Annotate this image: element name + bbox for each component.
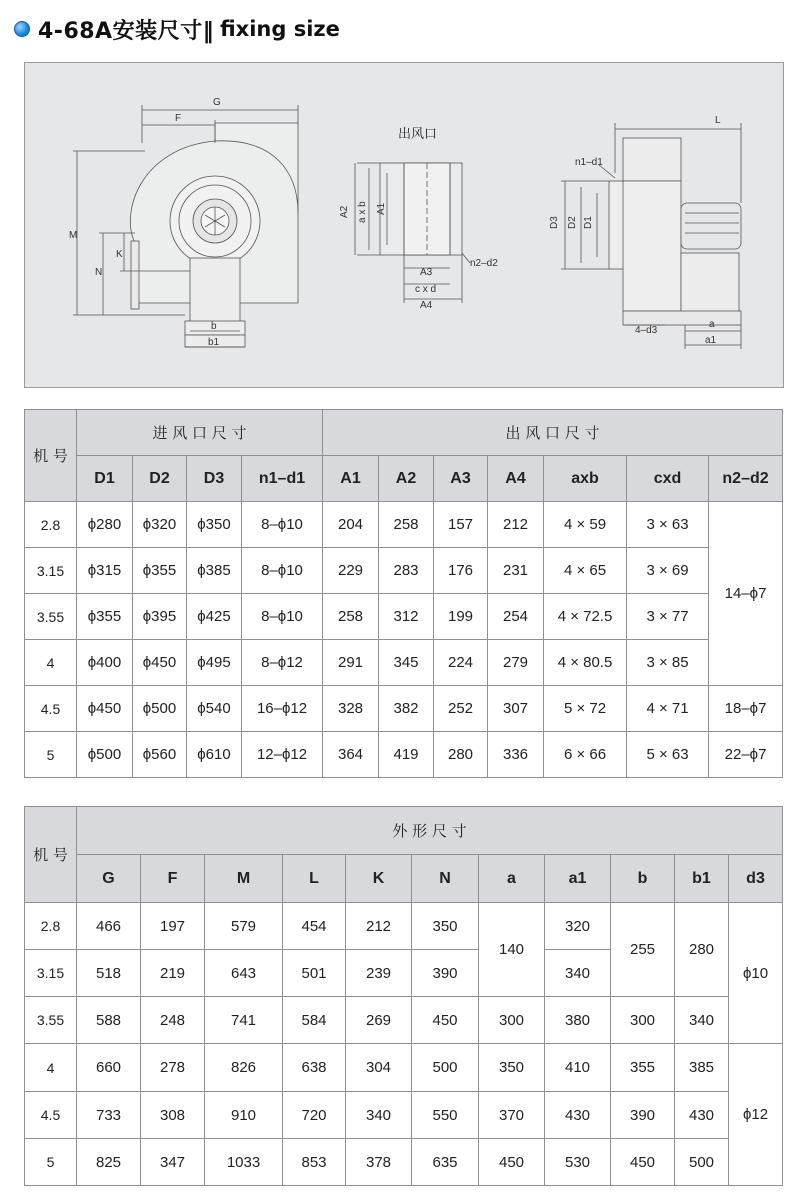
cell: 380 <box>545 997 611 1044</box>
cell: 5 × 72 <box>544 686 627 732</box>
col-A4: A4 <box>488 456 544 502</box>
cell: 584 <box>283 997 346 1044</box>
cell: 825 <box>77 1139 141 1186</box>
cell: 500 <box>675 1139 729 1186</box>
col-D2: D2 <box>133 456 187 502</box>
cell-merged: ϕ10 <box>729 903 783 1044</box>
label-D1: D1 <box>583 216 594 229</box>
cell: ϕ425 <box>187 594 242 640</box>
cell: 382 <box>379 686 434 732</box>
cell: 419 <box>379 732 434 778</box>
cell: 4 × 72.5 <box>544 594 627 640</box>
cell: 258 <box>379 502 434 548</box>
cell: 530 <box>545 1139 611 1186</box>
cell: 8–ϕ12 <box>242 640 323 686</box>
cell: 269 <box>346 997 412 1044</box>
cell: 4 × 71 <box>627 686 709 732</box>
machine-no: 3.55 <box>25 594 77 640</box>
cell: 635 <box>412 1139 479 1186</box>
cell: 454 <box>283 903 346 950</box>
cell: ϕ395 <box>133 594 187 640</box>
cell: 853 <box>283 1139 346 1186</box>
col-n1d1: n1–d1 <box>242 456 323 502</box>
cell: ϕ540 <box>187 686 242 732</box>
cell: 212 <box>488 502 544 548</box>
cell: ϕ450 <box>77 686 133 732</box>
outlet-view <box>339 126 498 311</box>
col-a: a <box>479 855 545 903</box>
cell: 300 <box>479 997 545 1044</box>
cell: 254 <box>488 594 544 640</box>
row-header: 机 号 <box>25 410 77 502</box>
cell: 660 <box>77 1044 141 1092</box>
machine-no: 5 <box>25 732 77 778</box>
label-D3: D3 <box>549 216 560 229</box>
machine-no: 2.8 <box>25 903 77 950</box>
col-b: b <box>611 855 675 903</box>
cell: 157 <box>434 502 488 548</box>
page-title: 4-68A安装尺寸‖ <box>38 18 215 44</box>
cell: 18–ϕ7 <box>709 686 783 732</box>
label-M: M <box>69 230 78 241</box>
cell: ϕ355 <box>77 594 133 640</box>
cell: 643 <box>205 950 283 997</box>
cell: 4 × 65 <box>544 548 627 594</box>
col-G: G <box>77 855 141 903</box>
col-L: L <box>283 855 346 903</box>
cell: 212 <box>346 903 412 950</box>
label-L: L <box>715 115 721 126</box>
col-K: K <box>346 855 412 903</box>
page-header <box>14 14 340 44</box>
machine-no: 4 <box>25 1044 77 1092</box>
label-K: K <box>116 249 123 260</box>
col-D3: D3 <box>187 456 242 502</box>
machine-no: 3.15 <box>25 950 77 997</box>
label-axb: a x b <box>357 201 368 223</box>
cell: 300 <box>611 997 675 1044</box>
cell: 8–ϕ10 <box>242 548 323 594</box>
col-n2d2: n2–d2 <box>709 456 783 502</box>
cell: 239 <box>346 950 412 997</box>
cell: 5 × 63 <box>627 732 709 778</box>
label-n2d2: n2–d2 <box>470 258 498 269</box>
cell: 1033 <box>205 1139 283 1186</box>
outline-table <box>24 806 783 1186</box>
label-d3: 4–d3 <box>635 325 658 336</box>
label-b: b <box>211 321 217 332</box>
label-F: F <box>175 113 182 124</box>
front-view <box>69 97 298 348</box>
cell: 199 <box>434 594 488 640</box>
table-row <box>25 903 783 950</box>
cell: 638 <box>283 1044 346 1092</box>
cell: 176 <box>434 548 488 594</box>
cell: 312 <box>379 594 434 640</box>
col-A1: A1 <box>323 456 379 502</box>
cell: 307 <box>488 686 544 732</box>
cell: 12–ϕ12 <box>242 732 323 778</box>
cell: ϕ385 <box>187 548 242 594</box>
col-A2: A2 <box>379 456 434 502</box>
cell: ϕ320 <box>133 502 187 548</box>
cell: 579 <box>205 903 283 950</box>
cell: 355 <box>611 1044 675 1092</box>
cell: ϕ500 <box>133 686 187 732</box>
cell-merged: ϕ12 <box>729 1044 783 1186</box>
cell: 733 <box>77 1092 141 1139</box>
table-row <box>25 997 783 1044</box>
cell: 328 <box>323 686 379 732</box>
cell: ϕ400 <box>77 640 133 686</box>
cell: 4 × 80.5 <box>544 640 627 686</box>
cell-merged: 255 <box>611 903 675 997</box>
machine-no: 3.15 <box>25 548 77 594</box>
table-row <box>25 686 783 732</box>
cell: 224 <box>434 640 488 686</box>
cell: ϕ315 <box>77 548 133 594</box>
cell: 430 <box>675 1092 729 1139</box>
cell: ϕ450 <box>133 640 187 686</box>
cell: 340 <box>675 997 729 1044</box>
cell: 345 <box>379 640 434 686</box>
cell: ϕ495 <box>187 640 242 686</box>
cell: 450 <box>412 997 479 1044</box>
cell: 450 <box>479 1139 545 1186</box>
label-n1d1: n1–d1 <box>575 157 603 168</box>
cell: 390 <box>611 1092 675 1139</box>
col-A3: A3 <box>434 456 488 502</box>
cell: ϕ610 <box>187 732 242 778</box>
cell: 450 <box>611 1139 675 1186</box>
cell: 410 <box>545 1044 611 1092</box>
cell: 500 <box>412 1044 479 1092</box>
cell: ϕ560 <box>133 732 187 778</box>
cell: 385 <box>675 1044 729 1092</box>
table-row <box>25 594 783 640</box>
cell: 252 <box>434 686 488 732</box>
cell: 370 <box>479 1092 545 1139</box>
cell: ϕ355 <box>133 548 187 594</box>
cell: 340 <box>545 950 611 997</box>
cell: 518 <box>77 950 141 997</box>
col-cxd: cxd <box>627 456 709 502</box>
group-outlet: 出 风 口 尺 寸 <box>323 410 783 456</box>
cell: 278 <box>141 1044 205 1092</box>
col-N: N <box>412 855 479 903</box>
label-G: G <box>213 97 221 108</box>
cell: 347 <box>141 1139 205 1186</box>
label-a1: a1 <box>705 335 717 346</box>
cell: 826 <box>205 1044 283 1092</box>
label-A3: A3 <box>420 267 433 278</box>
machine-no: 2.8 <box>25 502 77 548</box>
cell: 6 × 66 <box>544 732 627 778</box>
label-D2: D2 <box>567 216 578 229</box>
cell: 248 <box>141 997 205 1044</box>
label-outlet: 出风口 <box>398 127 438 142</box>
cell: 390 <box>412 950 479 997</box>
label-cxd: c x d <box>415 284 437 295</box>
cell: 16–ϕ12 <box>242 686 323 732</box>
table-row <box>25 1092 783 1139</box>
table-row <box>25 1044 783 1092</box>
cell: 291 <box>323 640 379 686</box>
cell: 320 <box>545 903 611 950</box>
label-A2: A2 <box>339 205 350 218</box>
side-view <box>549 115 741 349</box>
row-header: 机 号 <box>25 807 77 903</box>
col-F: F <box>141 855 205 903</box>
table-row <box>25 732 783 778</box>
cell: 336 <box>488 732 544 778</box>
machine-no: 3.55 <box>25 997 77 1044</box>
col-D1: D1 <box>77 456 133 502</box>
inlet-outlet-table <box>24 409 783 778</box>
cell: 430 <box>545 1092 611 1139</box>
col-a1: a1 <box>545 855 611 903</box>
label-a: a <box>709 319 715 330</box>
cell: 197 <box>141 903 205 950</box>
cell: 466 <box>77 903 141 950</box>
cell: 364 <box>323 732 379 778</box>
cell: 219 <box>141 950 205 997</box>
col-d3: d3 <box>729 855 783 903</box>
cell: ϕ280 <box>77 502 133 548</box>
cell: 3 × 63 <box>627 502 709 548</box>
cell: 588 <box>77 997 141 1044</box>
cell: 304 <box>346 1044 412 1092</box>
label-A1: A1 <box>376 202 387 215</box>
col-M: M <box>205 855 283 903</box>
col-b1: b1 <box>675 855 729 903</box>
cell-merged: 140 <box>479 903 545 997</box>
cell: 8–ϕ10 <box>242 502 323 548</box>
label-b1: b1 <box>208 337 220 348</box>
machine-no: 4 <box>25 640 77 686</box>
cell: 350 <box>412 903 479 950</box>
cell: 308 <box>141 1092 205 1139</box>
col-axb: axb <box>544 456 627 502</box>
cell: 229 <box>323 548 379 594</box>
cell: 720 <box>283 1092 346 1139</box>
table-row <box>25 502 783 548</box>
cell: 340 <box>346 1092 412 1139</box>
cell: 4 × 59 <box>544 502 627 548</box>
cell: 910 <box>205 1092 283 1139</box>
cell: 280 <box>434 732 488 778</box>
cell: 279 <box>488 640 544 686</box>
cell: 22–ϕ7 <box>709 732 783 778</box>
cell: 283 <box>379 548 434 594</box>
cell: 204 <box>323 502 379 548</box>
bullet-icon <box>14 21 30 37</box>
machine-no: 5 <box>25 1139 77 1186</box>
label-N: N <box>95 267 103 278</box>
cell: ϕ500 <box>77 732 133 778</box>
group-outline: 外 形 尺 寸 <box>77 807 783 855</box>
group-inlet: 进 风 口 尺 寸 <box>77 410 323 456</box>
table-row <box>25 548 783 594</box>
cell: 3 × 85 <box>627 640 709 686</box>
label-A4: A4 <box>420 300 433 311</box>
installation-drawing <box>24 62 784 388</box>
page-title-en: fixing size <box>220 17 340 41</box>
cell: 501 <box>283 950 346 997</box>
cell: 258 <box>323 594 379 640</box>
cell: 378 <box>346 1139 412 1186</box>
machine-no: 4.5 <box>25 686 77 732</box>
cell: 550 <box>412 1092 479 1139</box>
table-row <box>25 1139 783 1186</box>
cell-merged: 280 <box>675 903 729 997</box>
table-row <box>25 640 783 686</box>
cell: 741 <box>205 997 283 1044</box>
cell: 350 <box>479 1044 545 1092</box>
cell: ϕ350 <box>187 502 242 548</box>
cell: 3 × 69 <box>627 548 709 594</box>
cell: 3 × 77 <box>627 594 709 640</box>
machine-no: 4.5 <box>25 1092 77 1139</box>
cell: 8–ϕ10 <box>242 594 323 640</box>
cell-merged: 14–ϕ7 <box>709 502 783 686</box>
cell: 231 <box>488 548 544 594</box>
